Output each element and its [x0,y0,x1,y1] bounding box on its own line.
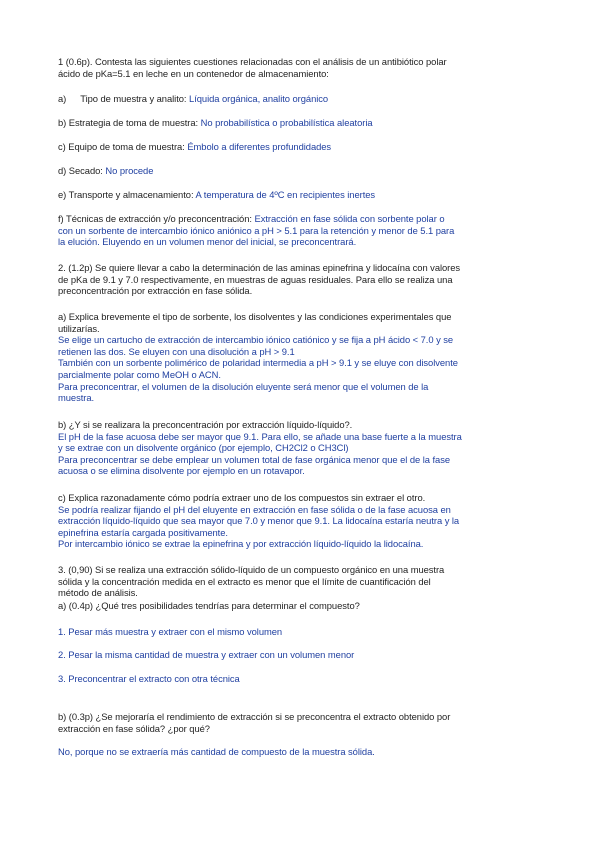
q2-a-answer-line: muestra. [58,392,95,404]
q1-e-question: e) Transporte y almacenamiento: [58,189,194,200]
q2-c-answer-line: Por intercambio iónico se extrae la epinefrina y por extracción líquido-líquido la lidocaína. [58,538,424,550]
q1-d-item [58,165,542,177]
q2-b-answer-line: y se extrae con un disolvente orgánico (por ejemplo, CH2Cl2 o CH3Cl) [58,442,349,454]
q1-e-answer: A temperatura de 4ºC en recipientes inertes [195,189,376,200]
q2-c-answer-line: epinefrina estaría cargada positivamente. [58,526,228,538]
q1-f-answer-line: la elución. Eluyendo en un volumen menor del inicial, se preconcentrará. [58,236,357,248]
question-1-header-line: ácido de pKa=5.1 en leche en un contenedor de almacenamiento: [58,67,329,79]
q3-a-answer-line: 2. Pesar la misma cantidad de muestra y extraer con un volumen menor [58,649,355,660]
q2-a-answer-line: Para preconcentrar, el volumen de la disolución eluyente será menor que el volumen de la [58,380,429,392]
question-3-header-line: sólida y la concentración medida en el extracto es menor que el límite de cuantificación del [58,575,431,587]
q2-c-question: c) Explica razonadamente cómo podría extraer uno de los compuestos sin extraer el otro. [58,492,426,503]
question-2-header-line: de pKa de 9.1 y 7.0 respectivamente, en muestras de aguas residuales. Para ello se realiza una [58,273,453,285]
q2-b-answer-line: Para preconcentrar se debe emplear un volumen total de fase orgánica menor que el de la fase [58,453,450,465]
question-2-header-line: 2. (1.2p) Se quiere llevar a cabo la determinación de las aminas epinefrina y lidocaína con valores [58,262,461,273]
q1-a-label: a) [58,93,67,104]
q3-b-answer [58,746,542,758]
q1-c-item [58,141,542,153]
q3-a-answer-line: 1. Pesar más muestra y extraer con el mismo volumen [58,626,283,637]
q1-c-answer: Émbolo a diferentes profundidades [187,141,332,152]
q2-c-answer-line: Se podría realizar fijando el pH del eluyente en extracción en fase sólida o de la fase acuosa en [58,503,451,515]
q2-a-answer-line: parcialmente polar como MeOH o ACN. [58,368,221,380]
q3-a-item [58,600,542,612]
q2-a-question-line: utilizarías. [58,322,100,334]
question-1-header-line: 1 (0.6p). Contesta las siguientes cuestiones relacionadas con el análisis de un antibiótico polar [58,56,447,67]
q2-b-item [58,419,542,477]
q3-a-answer-3 [58,673,542,685]
q2-a-answer-line: retienen las dos. Se eluyen con una disolución a pH > 9.1 [58,345,295,357]
q3-b-question-line: b) (0.3p) ¿Se mejoraría el rendimiento de extracción si se preconcentra el extracto obtenido por [58,711,451,722]
q2-a-answer-line: Se elige un cartucho de extracción de intercambio iónico catiónico y se fija a pH ácido < 7.0 y se [58,334,454,346]
q3-a-answer-1 [58,626,542,638]
q3-b-item [58,711,542,734]
question-3-header-line: 3. (0,90) Si se realiza una extracción sólido-líquido de un compuesto orgánico en una muestra [58,564,445,575]
q1-f-answer-line: con un sorbente de intercambio iónico aniónico a pH > 5.1 para la retención y menor de 5.1 para [58,224,455,236]
q1-e-item [58,189,542,201]
question-3-header-line: método de análisis. [58,587,138,599]
q3-a-question: a) (0.4p) ¿Qué tres posibilidades tendrías para determinar el compuesto? [58,600,360,611]
q1-c-question: c) Equipo de toma de muestra: [58,141,185,152]
q2-c-item [58,492,542,550]
question-1-header [58,56,542,79]
q1-a-answer: Líquida orgánica, analito orgánico [189,93,329,104]
q1-a-item [58,93,542,105]
q3-a-answer-2 [58,649,542,661]
q1-d-question: d) Secado: [58,165,103,176]
q1-b-answer: No probabilística o probabilística aleatoria [200,117,373,128]
q3-a-answer-line: 3. Preconcentrar el extracto con otra técnica [58,673,240,684]
q1-b-question: b) Estrategia de toma de muestra: [58,117,199,128]
q1-f-item [58,213,542,248]
q2-c-answer-line: extracción líquido-líquido que sea mayor que 7.0 y menor que 9.1. La lidocaína estaría neutra y la [58,515,460,527]
q1-f-answer: Extracción en fase sólida con sorbente polar o [254,213,445,224]
q2-b-answer-line: El pH de la fase acuosa debe ser mayor que 9.1. Para ello, se añade una base fuerte a la muestra [58,430,462,442]
q1-d-answer: No procede [105,165,154,176]
question-2-header-line: preconcentración por extracción en fase sólida. [58,285,253,297]
q3-b-question-line: extracción en fase sólida? ¿por qué? [58,722,210,734]
q2-a-item [58,311,542,404]
q1-f-question: f) Técnicas de extracción y/o preconcentración: [58,213,252,224]
q2-b-answer-line: acuosa o se elimina disolvente por ejemplo en un rotavapor. [58,465,305,477]
question-3-header [58,564,542,599]
q2-b-question: b) ¿Y si se realizara la preconcentración por extracción líquido-líquido?. [58,419,353,430]
q1-b-item [58,117,542,129]
question-2-header [58,262,542,297]
q1-a-question: Tipo de muestra y analito: [80,93,187,104]
q2-a-answer-line: También con un sorbente polimérico de polaridad intermedia a pH > 9.1 y se eluye con disolvente [58,357,458,369]
q2-a-question-line: a) Explica brevemente el tipo de sorbente, los disolventes y las condiciones experimentales que [58,311,452,322]
q3-b-answer-line: No, porque no se extraería más cantidad de compuesto de la muestra sólida. [58,746,375,757]
